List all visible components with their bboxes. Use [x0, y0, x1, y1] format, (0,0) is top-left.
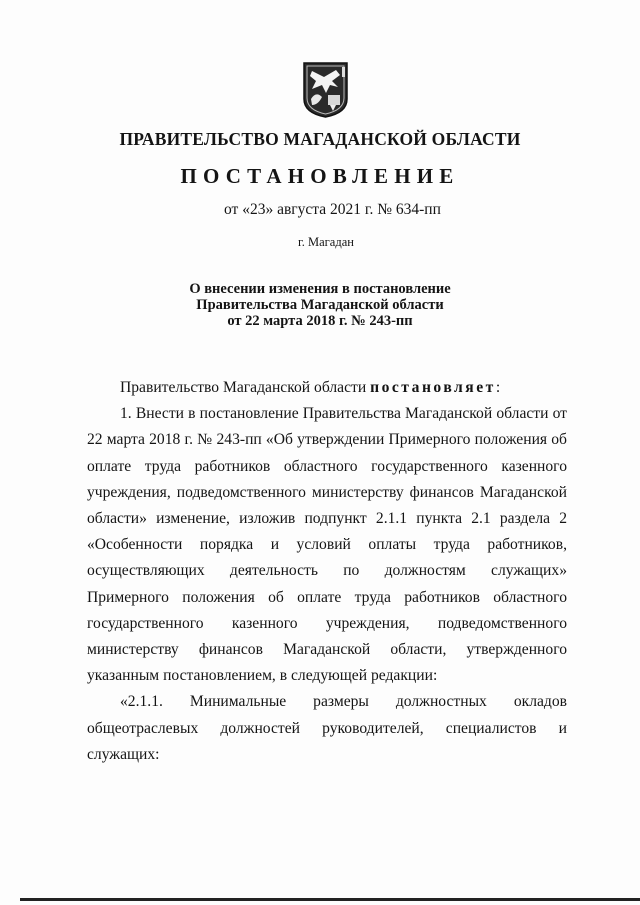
- document-date-number: от «23» августа 2021 г. № 634-пп: [224, 201, 441, 218]
- government-title: ПРАВИТЕЛЬСТВО МАГАДАНСКОЙ ОБЛАСТИ: [119, 129, 521, 149]
- document-body: [87, 375, 567, 768]
- intro-colon: :: [495, 379, 501, 396]
- item-1-paragraph: 1. Внести в постановление Правительства Магаданской области от 22 марта 2018 г. № 243-пп «Об утверждении Примерного положения об оплате труда работников областного государственного казенного учреждения, подведомственного министерству финансов Магаданской области» изменение, изложив подпункт 2.1.1 пункта 2.1 раздела 2 «Особенности порядка и условий оплаты труда работников, осуществляющих деятельность по должностям служащих» Примерного положения об оплате труда работников областного государственного казенного учреждения, подведомственного министерству финансов Магаданской области, утвержденного указанным постановлением, в следующей редакции:: [87, 405, 567, 685]
- resolves-keyword: постановляет: [370, 379, 496, 396]
- subject-line: от 22 марта 2018 г. № 243-пп: [227, 313, 413, 329]
- intro-text: Правительство Магаданской области: [120, 379, 371, 396]
- document-city: г. Магадан: [298, 235, 354, 249]
- coat-of-arms-icon: [302, 61, 349, 118]
- subitem-2-1-1-paragraph: «2.1.1. Минимальные размеры должностных окладов общеотраслевых должностей руководителей, специалистов и служащих:: [87, 693, 567, 763]
- resolution-intro: [87, 375, 567, 401]
- subject-line: О внесении изменения в постановление: [189, 281, 451, 297]
- document-type-heading: ПОСТАНОВЛЕНИЕ: [180, 164, 460, 188]
- subject-line: Правительства Магаданской области: [196, 297, 444, 313]
- scan-bottom-edge: [20, 898, 640, 901]
- document-subject: [0, 281, 640, 329]
